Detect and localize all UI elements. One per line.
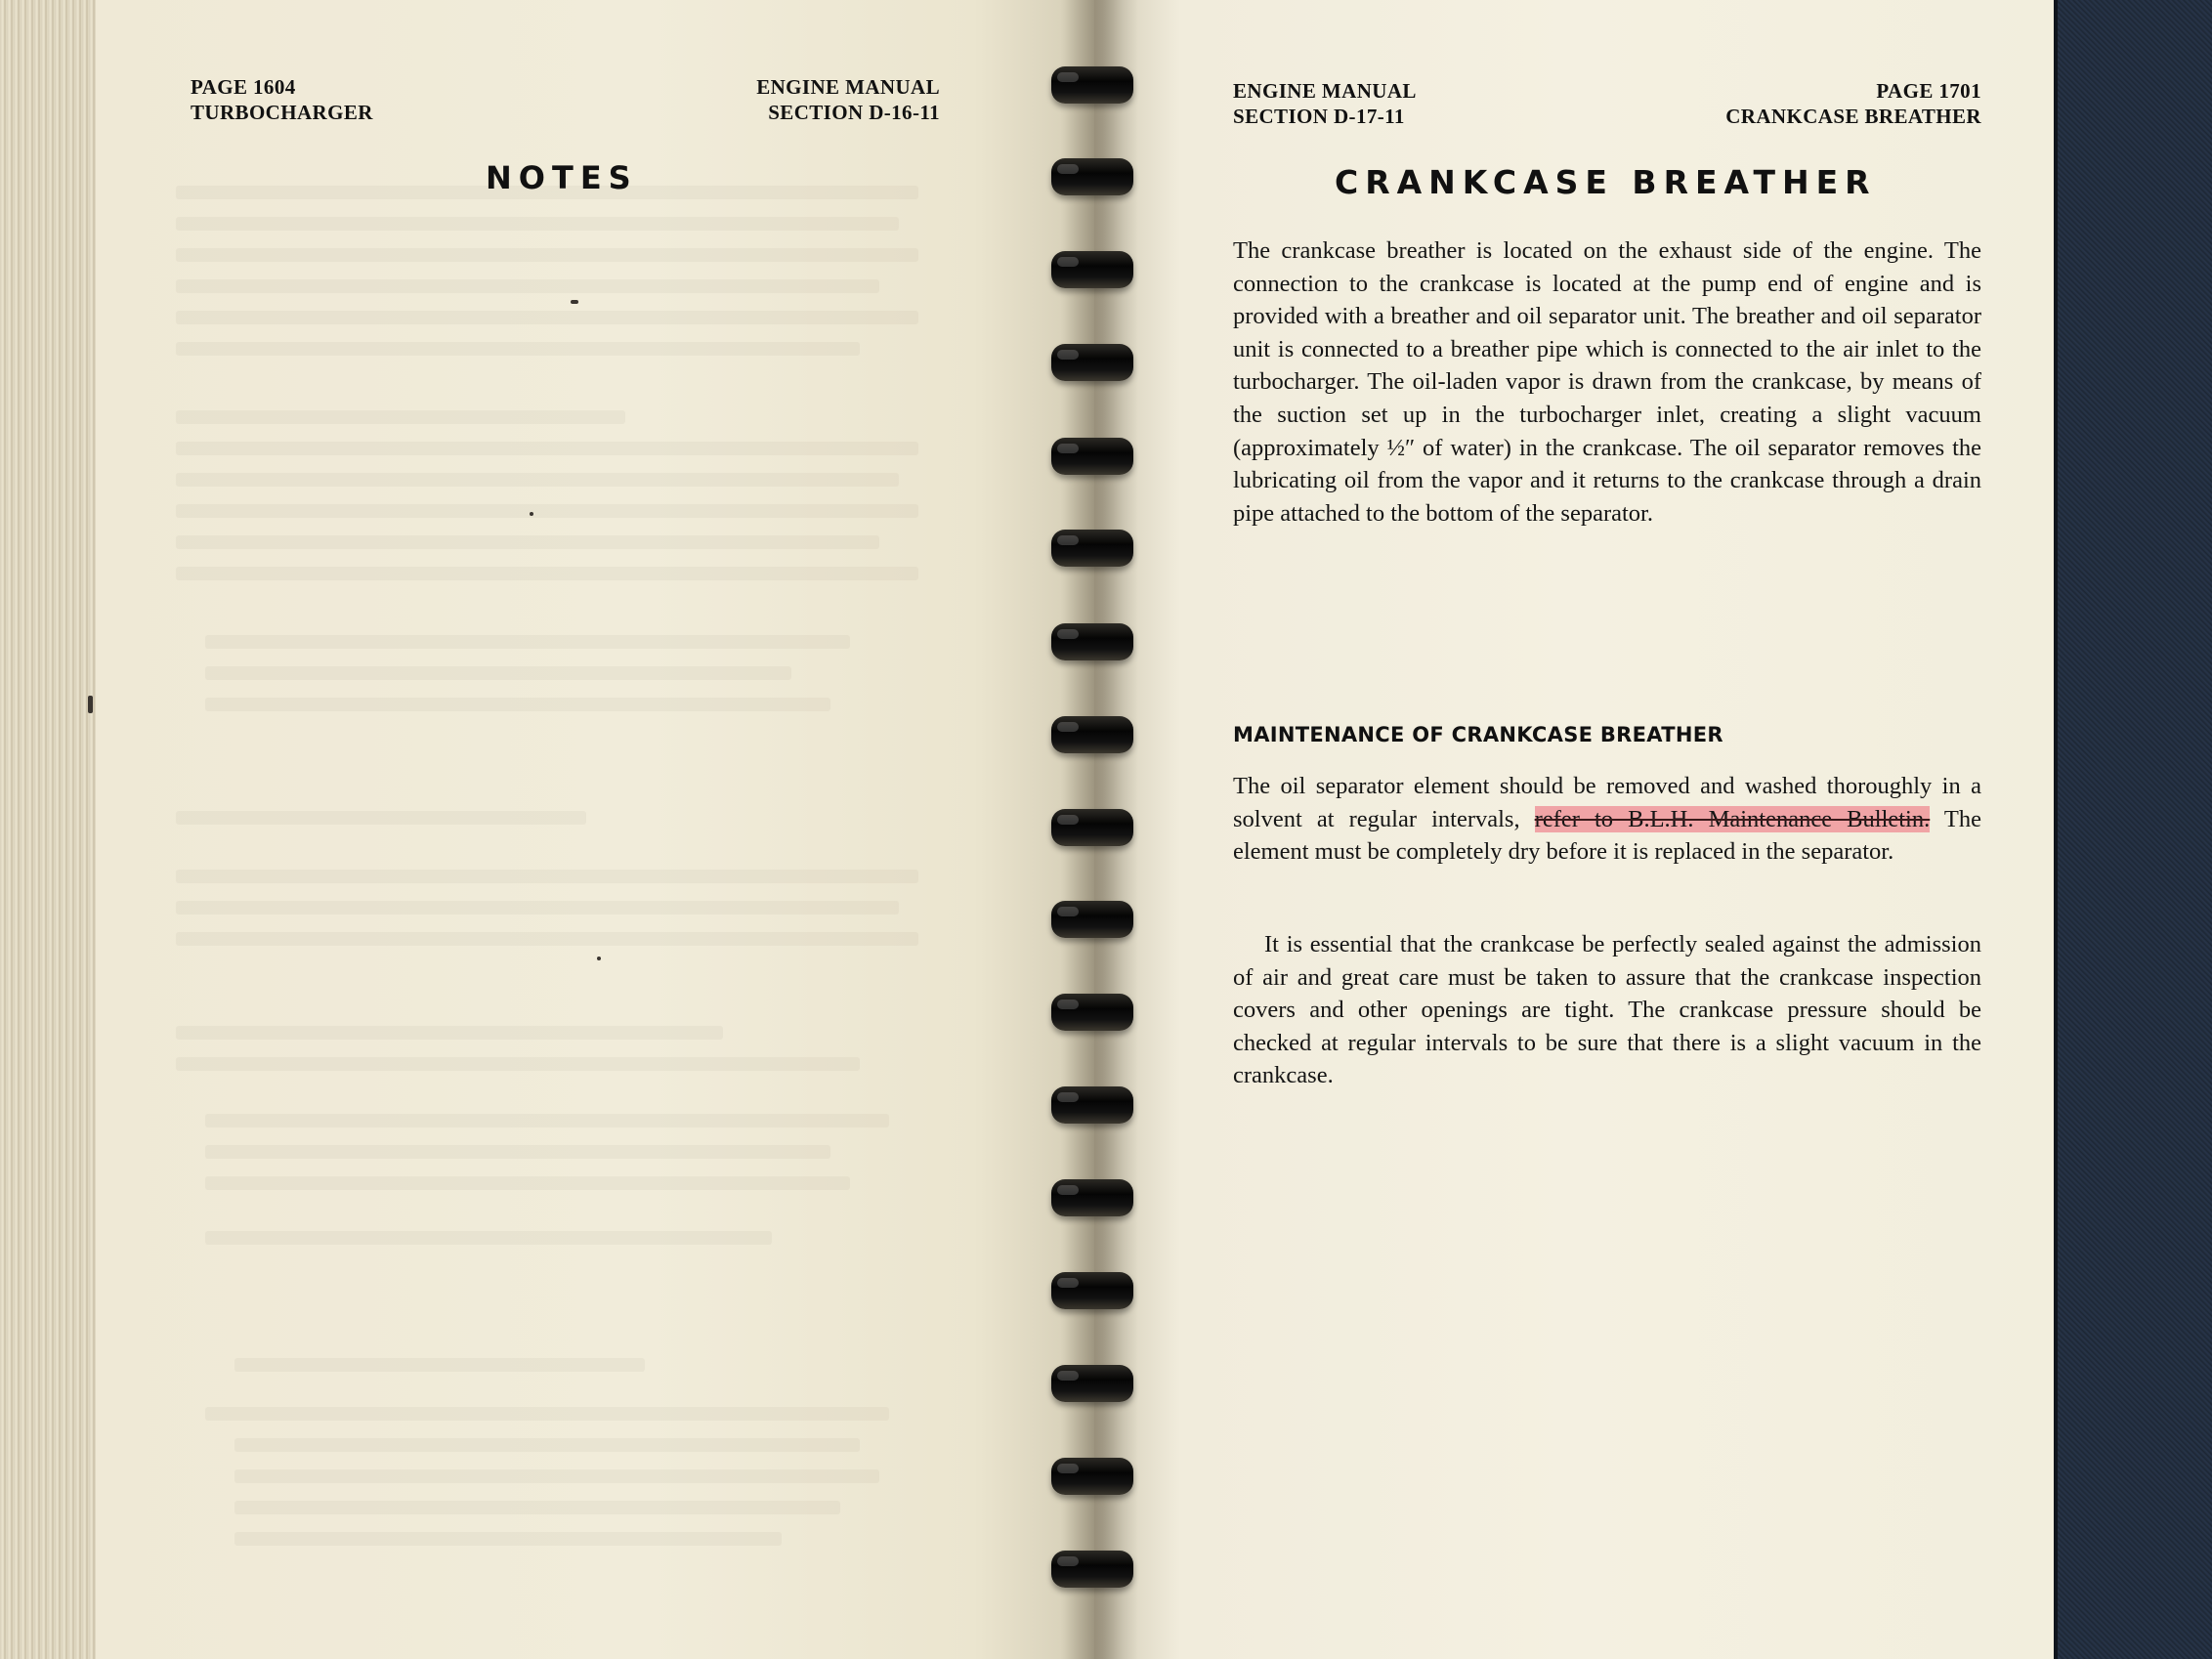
binding-coil [1051, 1365, 1133, 1402]
section-name: CRANKCASE BREATHER [1725, 105, 1981, 128]
section-title: CRANKCASE BREATHER [1335, 163, 1877, 201]
paragraph-text: The oil separator element should be removed and washed thoroughly in a solvent at regular intervals, [1233, 773, 1981, 832]
maintenance-subheading: MAINTENANCE OF CRANKCASE BREATHER [1233, 723, 1723, 746]
ink-speck [530, 512, 533, 516]
binding-coil [1051, 158, 1133, 195]
binding-coil [1051, 1458, 1133, 1495]
paragraph-sealing: It is essential that the crankcase be perfectly sealed against the admission of air and great care must be taken to assure that the crankcase inspection covers and other openings are tight. The crankcase pressure should be checked at regular intervals to be sure that there is a slight vacuum in the crankcase. [1233, 931, 1981, 1089]
binding-coil [1051, 344, 1133, 381]
page-number: PAGE 1604 [191, 75, 296, 99]
binding-coil [1051, 1086, 1133, 1124]
binding-coil [1051, 438, 1133, 475]
binding-coil [1051, 623, 1133, 660]
paragraph-description: The crankcase breather is located on the exhaust side of the engine. The connection to the crankcase is located at the pump end of engine and is provided with a breather and oil separator unit. The breather and oil separator unit is connected to a breather pipe which is connected to the air inlet to the turbocharger. The oil-laden vapor is drawn from the crankcase, by means of the suction set up in the turbocharger inlet, creating a slight vacuum (approximately ½″ of water) in the crankcase. The oil separator removes the lubricating oil from the vapor and it returns to the crankcase through a drain pipe attached to the bottom of the separator. [1233, 237, 1981, 527]
binding-coil [1051, 994, 1133, 1031]
paragraph-maintenance [1233, 770, 1981, 869]
manual-title: ENGINE MANUAL [756, 75, 940, 99]
left-header-left [191, 74, 373, 125]
highlighted-reference: refer to B.L.H. Maintenance Bulletin. [1534, 805, 1931, 832]
page-number: PAGE 1701 [1876, 79, 1981, 103]
binding-coil [1051, 809, 1133, 846]
binding-coil [1051, 66, 1133, 104]
section-name: TURBOCHARGER [191, 101, 373, 124]
ink-speck [597, 957, 601, 960]
notes-title: NOTES [486, 159, 638, 196]
binding-coil [1051, 1179, 1133, 1216]
back-cover [2054, 0, 2212, 1659]
ink-speck [571, 300, 578, 304]
paragraph-text: The element must be completely dry before it is replaced in the separator. [1233, 805, 1981, 866]
section-code: SECTION D-16-11 [768, 101, 940, 124]
right-header-left [1233, 78, 1417, 129]
binding-coil [1051, 1272, 1133, 1309]
binding-coil [1051, 901, 1133, 938]
binding-coil [1051, 1551, 1133, 1588]
left-header-right [756, 74, 940, 125]
binding-coil [1051, 251, 1133, 288]
manual-title: ENGINE MANUAL [1233, 79, 1417, 103]
section-code: SECTION D-17-11 [1233, 105, 1405, 128]
right-header-right [1725, 78, 1981, 129]
binding-coil [1051, 716, 1133, 753]
ink-speck [88, 696, 93, 713]
binding-coil [1051, 530, 1133, 567]
page-stack-edge [0, 0, 96, 1659]
